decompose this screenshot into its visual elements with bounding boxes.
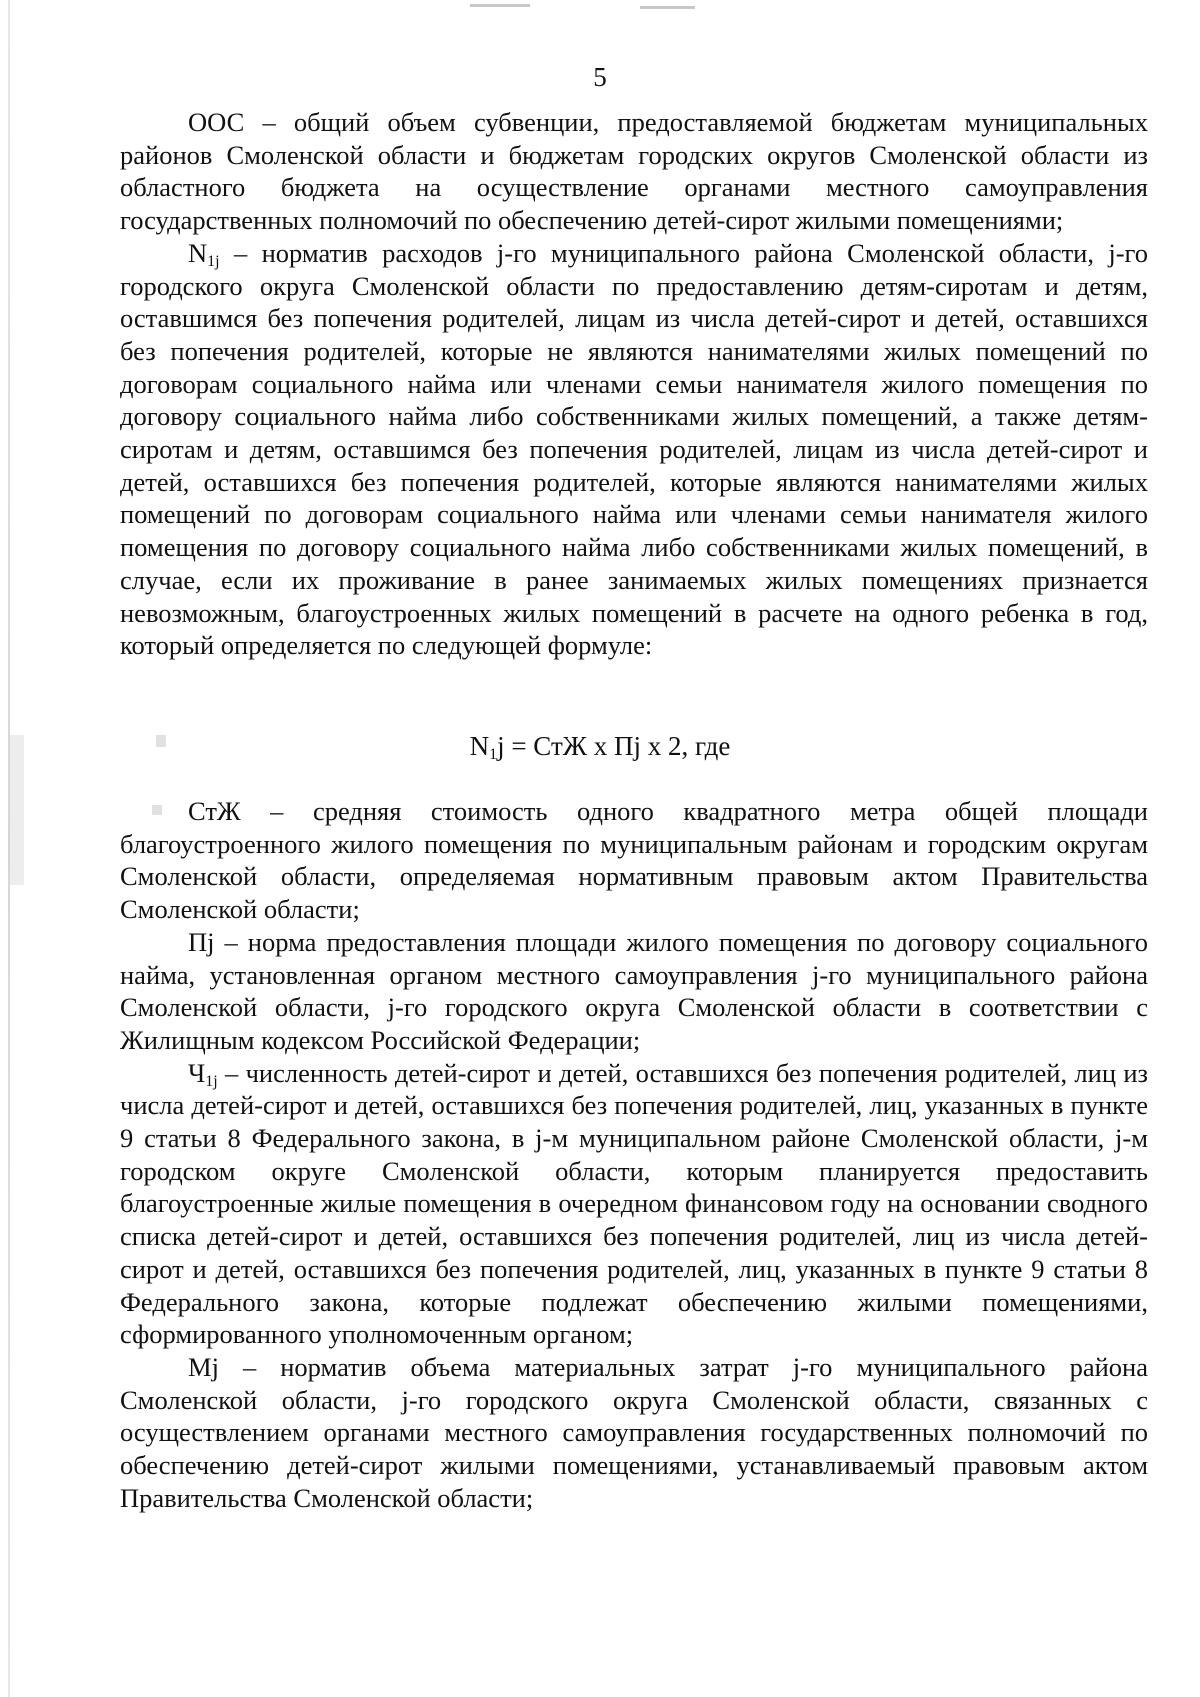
- term-mj: Мj: [188, 1351, 219, 1382]
- paragraph-ch1j: [120, 1057, 1148, 1351]
- definition-pj: – норма предоставления площади жилого помещения по договору социального найма, установленная органом местного самоуправления j-го муниципального района Смоленской области, j-го городского округа Смоленской области в соответствии с Жилищным кодексом Российской Федерации;: [120, 926, 1148, 1055]
- scan-speck: [156, 735, 166, 747]
- formula-lhs: N: [469, 731, 490, 761]
- paragraph-pj: [120, 926, 1148, 1057]
- paragraph-n1j: [120, 237, 1148, 662]
- scan-speck: [152, 805, 162, 815]
- paragraph-oos: [120, 106, 1148, 237]
- term-ch1j-subscript: 1j: [205, 1072, 218, 1090]
- term-n1j: N: [188, 237, 208, 268]
- formula-rest: j = СтЖ x Пj x 2, где: [497, 731, 731, 761]
- page-number: 5: [593, 62, 607, 92]
- term-oos: ООС: [188, 107, 245, 137]
- term-stzh: СтЖ: [188, 796, 241, 826]
- definition-n1j: – норматив расходов j-го муниципального района Смоленской области, j-го городского округа Смоленской области по предоставлению детям-сиротам и детям, оставшимся без попечения родителей, лицам из числа детей-сирот и детей, оставшихся без попечения родителей, которые не являются нанимателями жилых помещений по договорам социального найма или членами семьи нанимателя жилого помещения по договору социального найма либо собственниками жилых помещений, а также детям-сиротам и детям, оставшимся без попечения родителей, лицам из числа детей-сирот и детей, оставшихся без попечения родителей, которые являются нанимателями жилых помещений по договорам социального найма или членами семьи нанимателя жилого помещения по договору социального найма либо собственниками жилых помещений, в случае, если их проживание в ранее занимаемых жилых помещениях признается невозможным, благоустроенных жилых помещений в расчете на одного ребенка в год, который определяется по следующей формуле:: [120, 237, 1148, 661]
- definition-mj: – норматив объема материальных затрат j-го муниципального района Смоленской области, j-го городского округа Смоленской области, связанных с осуществлением органами местного самоуправления государственных полномочий по обеспечению детей-сирот жилыми помещениями, устанавливаемый правовым актом Правительства Смоленской области;: [120, 1351, 1148, 1513]
- paragraph-mj: [120, 1351, 1148, 1515]
- definition-oos: – общий объем субвенции, предоставляемой бюджетам муниципальных районов Смоленской области и бюджетам городских округов Смоленской области из областного бюджета на осуществление органами местного самоуправления государственных полномочий по обеспечению детей-сирот жилыми помещениями;: [120, 107, 1148, 236]
- term-pj: Пj: [188, 926, 215, 957]
- scan-speck: [10, 735, 24, 885]
- scan-speck: [470, 4, 530, 7]
- definitions-block-2: [120, 795, 1148, 1514]
- term-ch1j: Ч: [188, 1057, 206, 1088]
- formula-n1j: [0, 730, 1200, 762]
- formula-lhs-subscript: 1: [489, 746, 498, 763]
- paragraph-stzh: [120, 795, 1148, 926]
- definition-ch1j: – численность детей-сирот и детей, оставшихся без попечения родителей, лиц из числа детей-сирот и детей, оставшихся без попечения родителей, лиц, указанных в пункте 9 статьи 8 Федерального закона, в j-м муниципальном районе Смоленской области, j-м городском округе Смоленской области, которым планируется предоставить благоустроенные жилые помещения в очередном финансовом году на основании сводного списка детей-сирот и детей, оставшихся без попечения родителей, лиц из числа детей-сирот и детей, оставшихся без попечения родителей, лиц, указанных в пункте 9 статьи 8 Федерального закона, которые подлежат обеспечению жилыми помещениями, сформированного уполномоченным органом;: [120, 1057, 1148, 1350]
- term-n1j-subscript: 1j: [207, 252, 220, 270]
- definition-stzh: – средняя стоимость одного квадратного метра общей площади благоустроенного жилого помещения по муниципальным районам и городским округам Смоленской области, определяемая нормативным правовым актом Правительства Смоленской области;: [120, 796, 1148, 925]
- scan-speck: [640, 6, 695, 9]
- definitions-block-1: [120, 106, 1148, 662]
